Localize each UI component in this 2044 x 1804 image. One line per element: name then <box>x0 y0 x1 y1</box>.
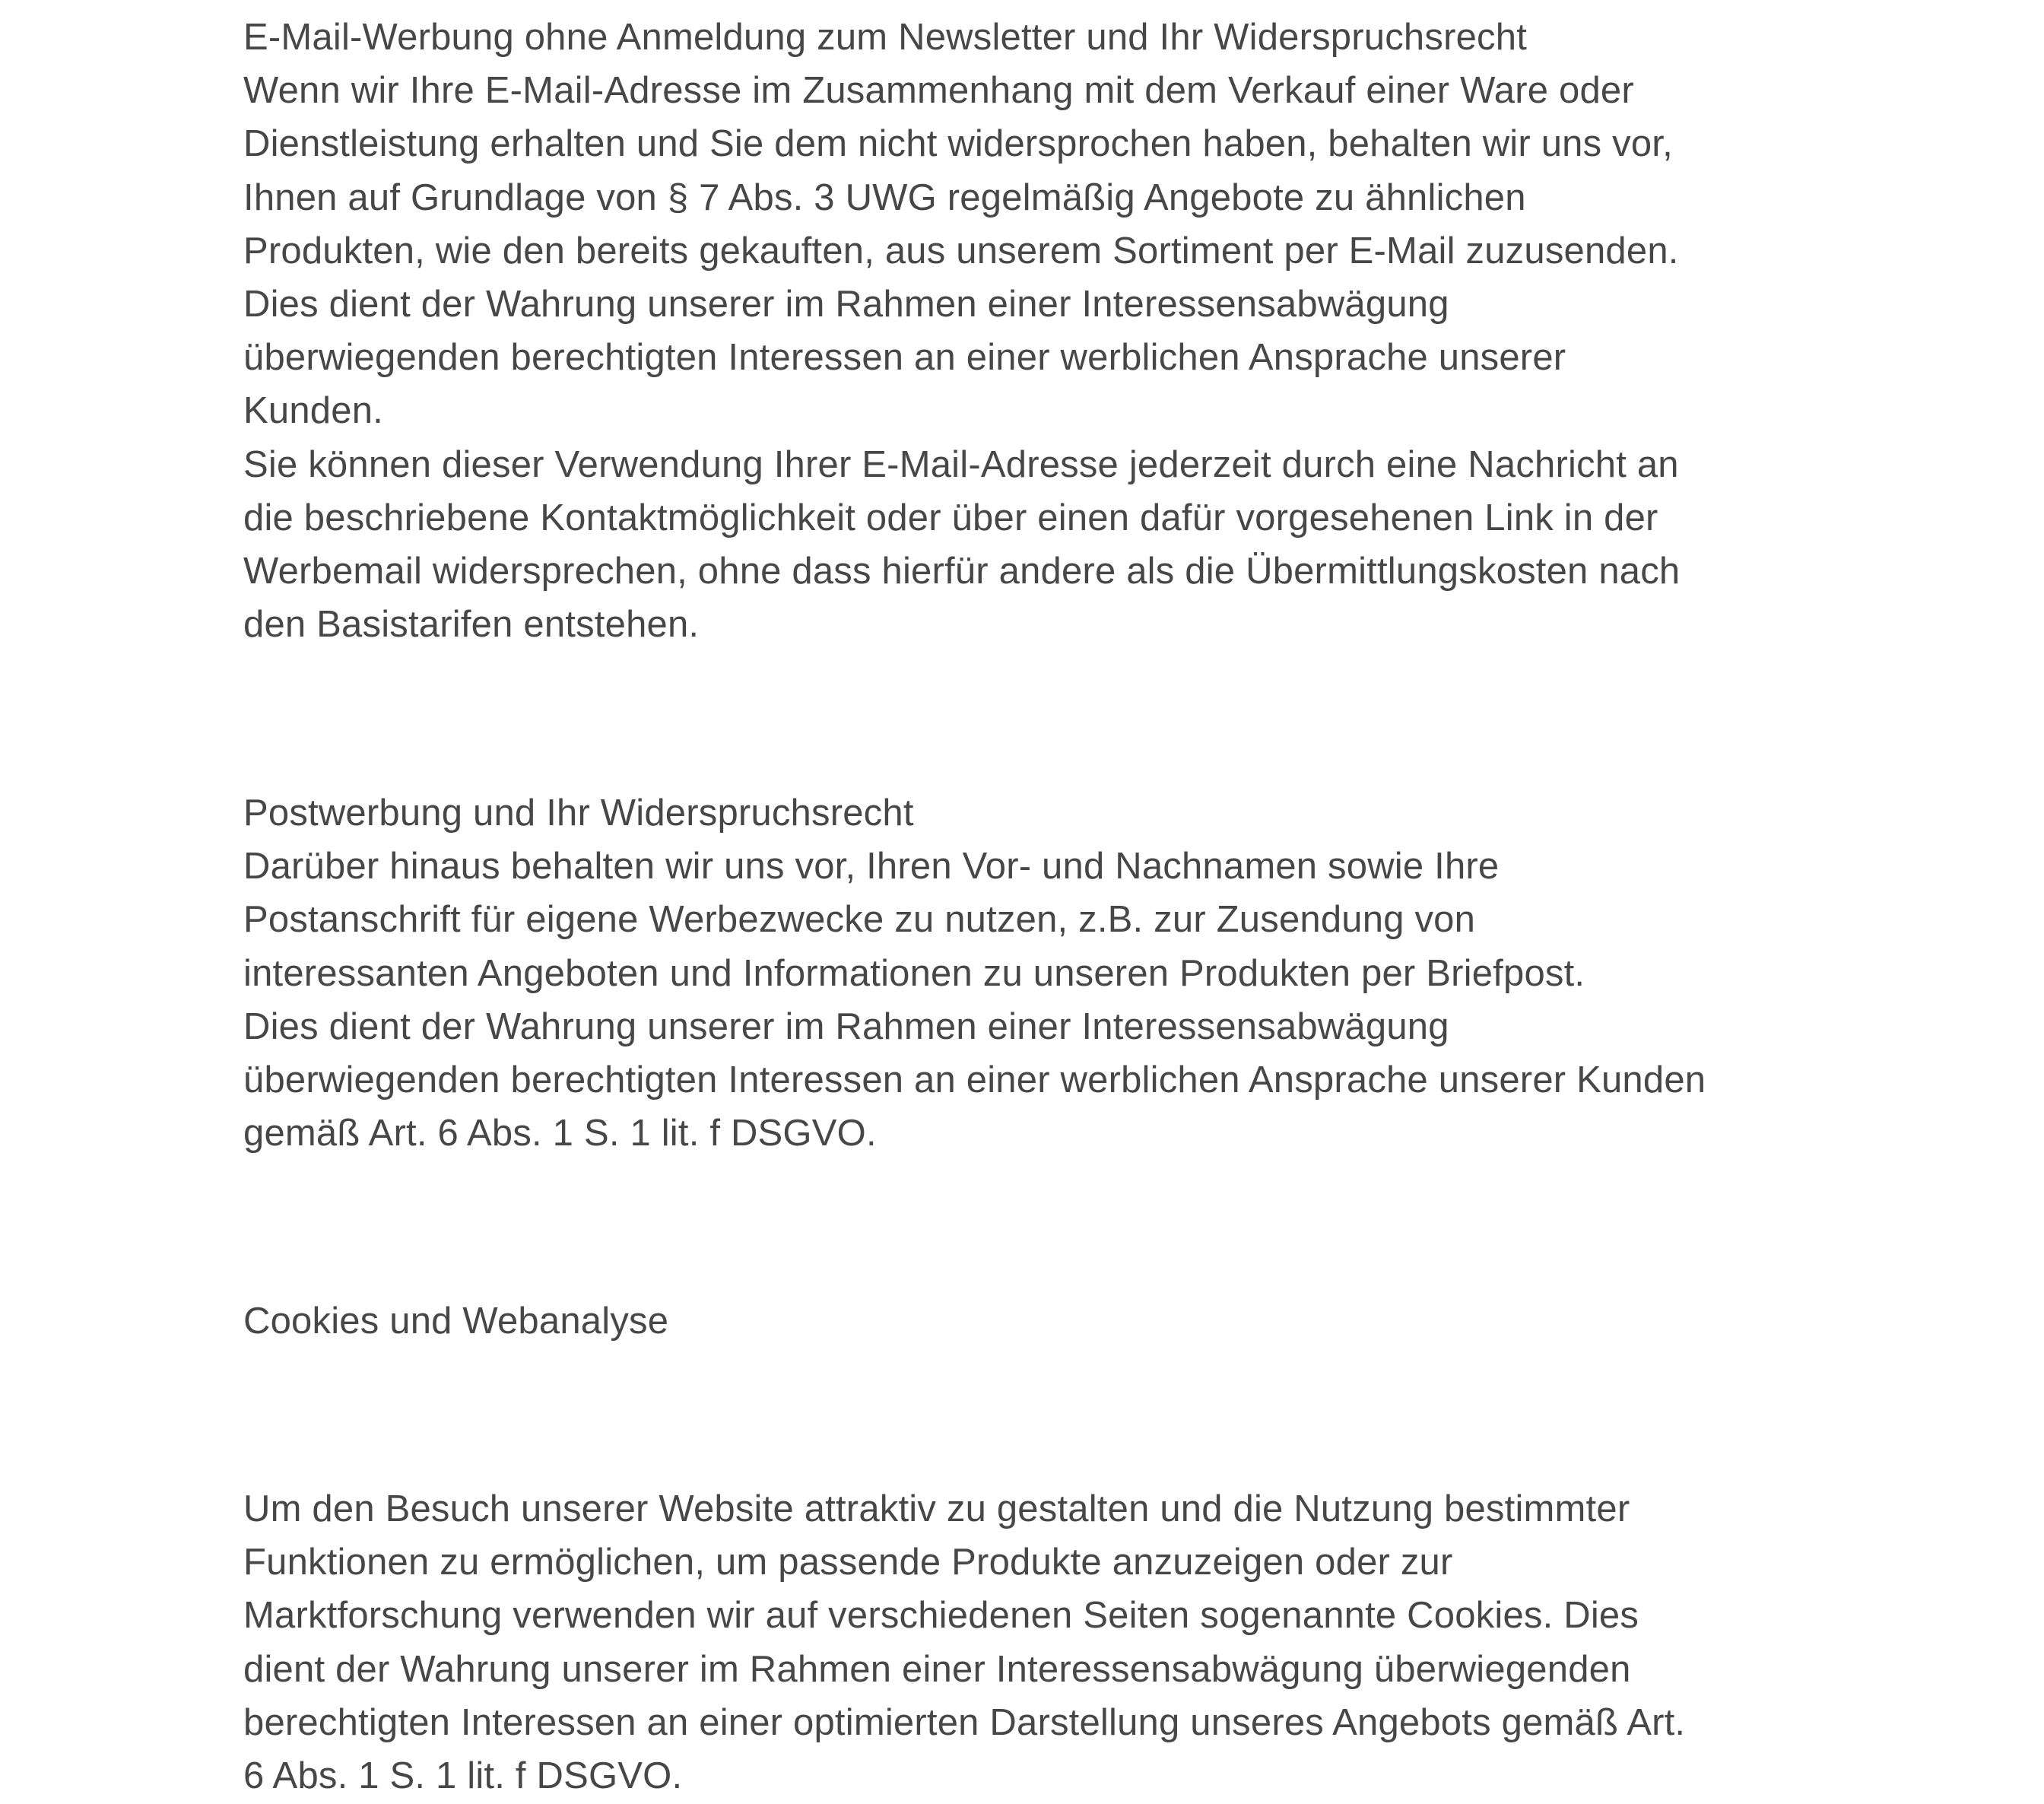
post-section-title: Postwerbung und Ihr Widerspruchsrecht <box>243 792 914 834</box>
email-paragraph-line: Werbemail widersprechen, ohne dass hierfür andere als die Übermittlungskosten nach <box>243 550 1681 592</box>
cookies-paragraph-line: Um den Besuch unserer Website attraktiv zu gestalten und die Nutzung bestimmter <box>243 1488 1630 1529</box>
email-paragraph-line: Kunden. <box>243 390 383 432</box>
cookies-paragraph-line: 6 Abs. 1 S. 1 lit. f DSGVO. <box>243 1755 683 1796</box>
email-paragraph-line: die beschriebene Kontaktmöglichkeit oder über einen dafür vorgesehenen Link in der <box>243 497 1658 538</box>
cookies-paragraph-line: Marktforschung verwenden wir auf verschiedenen Seiten sogenannte Cookies. Dies <box>243 1595 1639 1637</box>
email-paragraph-line: den Basistarifen entstehen. <box>243 604 700 646</box>
post-paragraph-line: interessanten Angeboten und Informationen zu unseren Produkten per Briefpost. <box>243 952 1585 994</box>
email-paragraph-line: Sie können dieser Verwendung Ihrer E-Mail-Adresse jederzeit durch eine Nachricht an <box>243 443 1679 485</box>
email-paragraph-line: Dienstleistung erhalten und Sie dem nicht widersprochen haben, behalten wir uns vor, <box>243 123 1673 165</box>
cookies-section-heading <box>243 1294 668 1348</box>
cookies-paragraph-line: berechtigten Interessen an einer optimierten Darstellung unseres Angebots gemäß Art. <box>243 1701 1686 1743</box>
postal-advertising-section <box>243 786 1706 1160</box>
email-paragraph-line: Produkten, wie den bereits gekauften, aus unserem Sortiment per E-Mail zuzusenden. <box>243 230 1679 272</box>
post-paragraph-line: Darüber hinaus behalten wir uns vor, Ihren Vor- und Nachnamen sowie Ihre <box>243 846 1500 888</box>
post-paragraph-line: Dies dient der Wahrung unserer im Rahmen einer Interessensabwägung <box>243 1005 1449 1047</box>
post-paragraph-line: Postanschrift für eigene Werbezwecke zu nutzen, z.B. zur Zusendung von <box>243 899 1476 941</box>
cookies-paragraph-line: Funktionen zu ermöglichen, um passende Produkte anzuzeigen oder zur <box>243 1542 1453 1583</box>
cookies-paragraph-line: dient der Wahrung unserer im Rahmen einer Interessensabwägung überwiegenden <box>243 1648 1631 1690</box>
email-paragraph-line: überwiegenden berechtigten Interessen an einer werblichen Ansprache unserer <box>243 337 1566 379</box>
email-paragraph-line: Dies dient der Wahrung unserer im Rahmen einer Interessensabwägung <box>243 283 1449 325</box>
email-paragraph-line: Ihnen auf Grundlage von § 7 Abs. 3 UWG regelmäßig Angebote zu ähnlichen <box>243 176 1526 218</box>
cookies-section <box>243 1482 1685 1802</box>
post-paragraph-line: gemäß Art. 6 Abs. 1 S. 1 lit. f DSGVO. <box>243 1113 877 1154</box>
email-advertising-section <box>243 11 1680 651</box>
post-paragraph-line: überwiegenden berechtigten Interessen an einer werblichen Ansprache unserer Kunden <box>243 1059 1706 1101</box>
email-section-title: E-Mail-Werbung ohne Anmeldung zum Newsletter und Ihr Widerspruchsrecht <box>243 17 1528 58</box>
email-paragraph-line: Wenn wir Ihre E-Mail-Adresse im Zusammenhang mit dem Verkauf einer Ware oder <box>243 70 1634 112</box>
cookies-section-title: Cookies und Webanalyse <box>243 1301 669 1342</box>
